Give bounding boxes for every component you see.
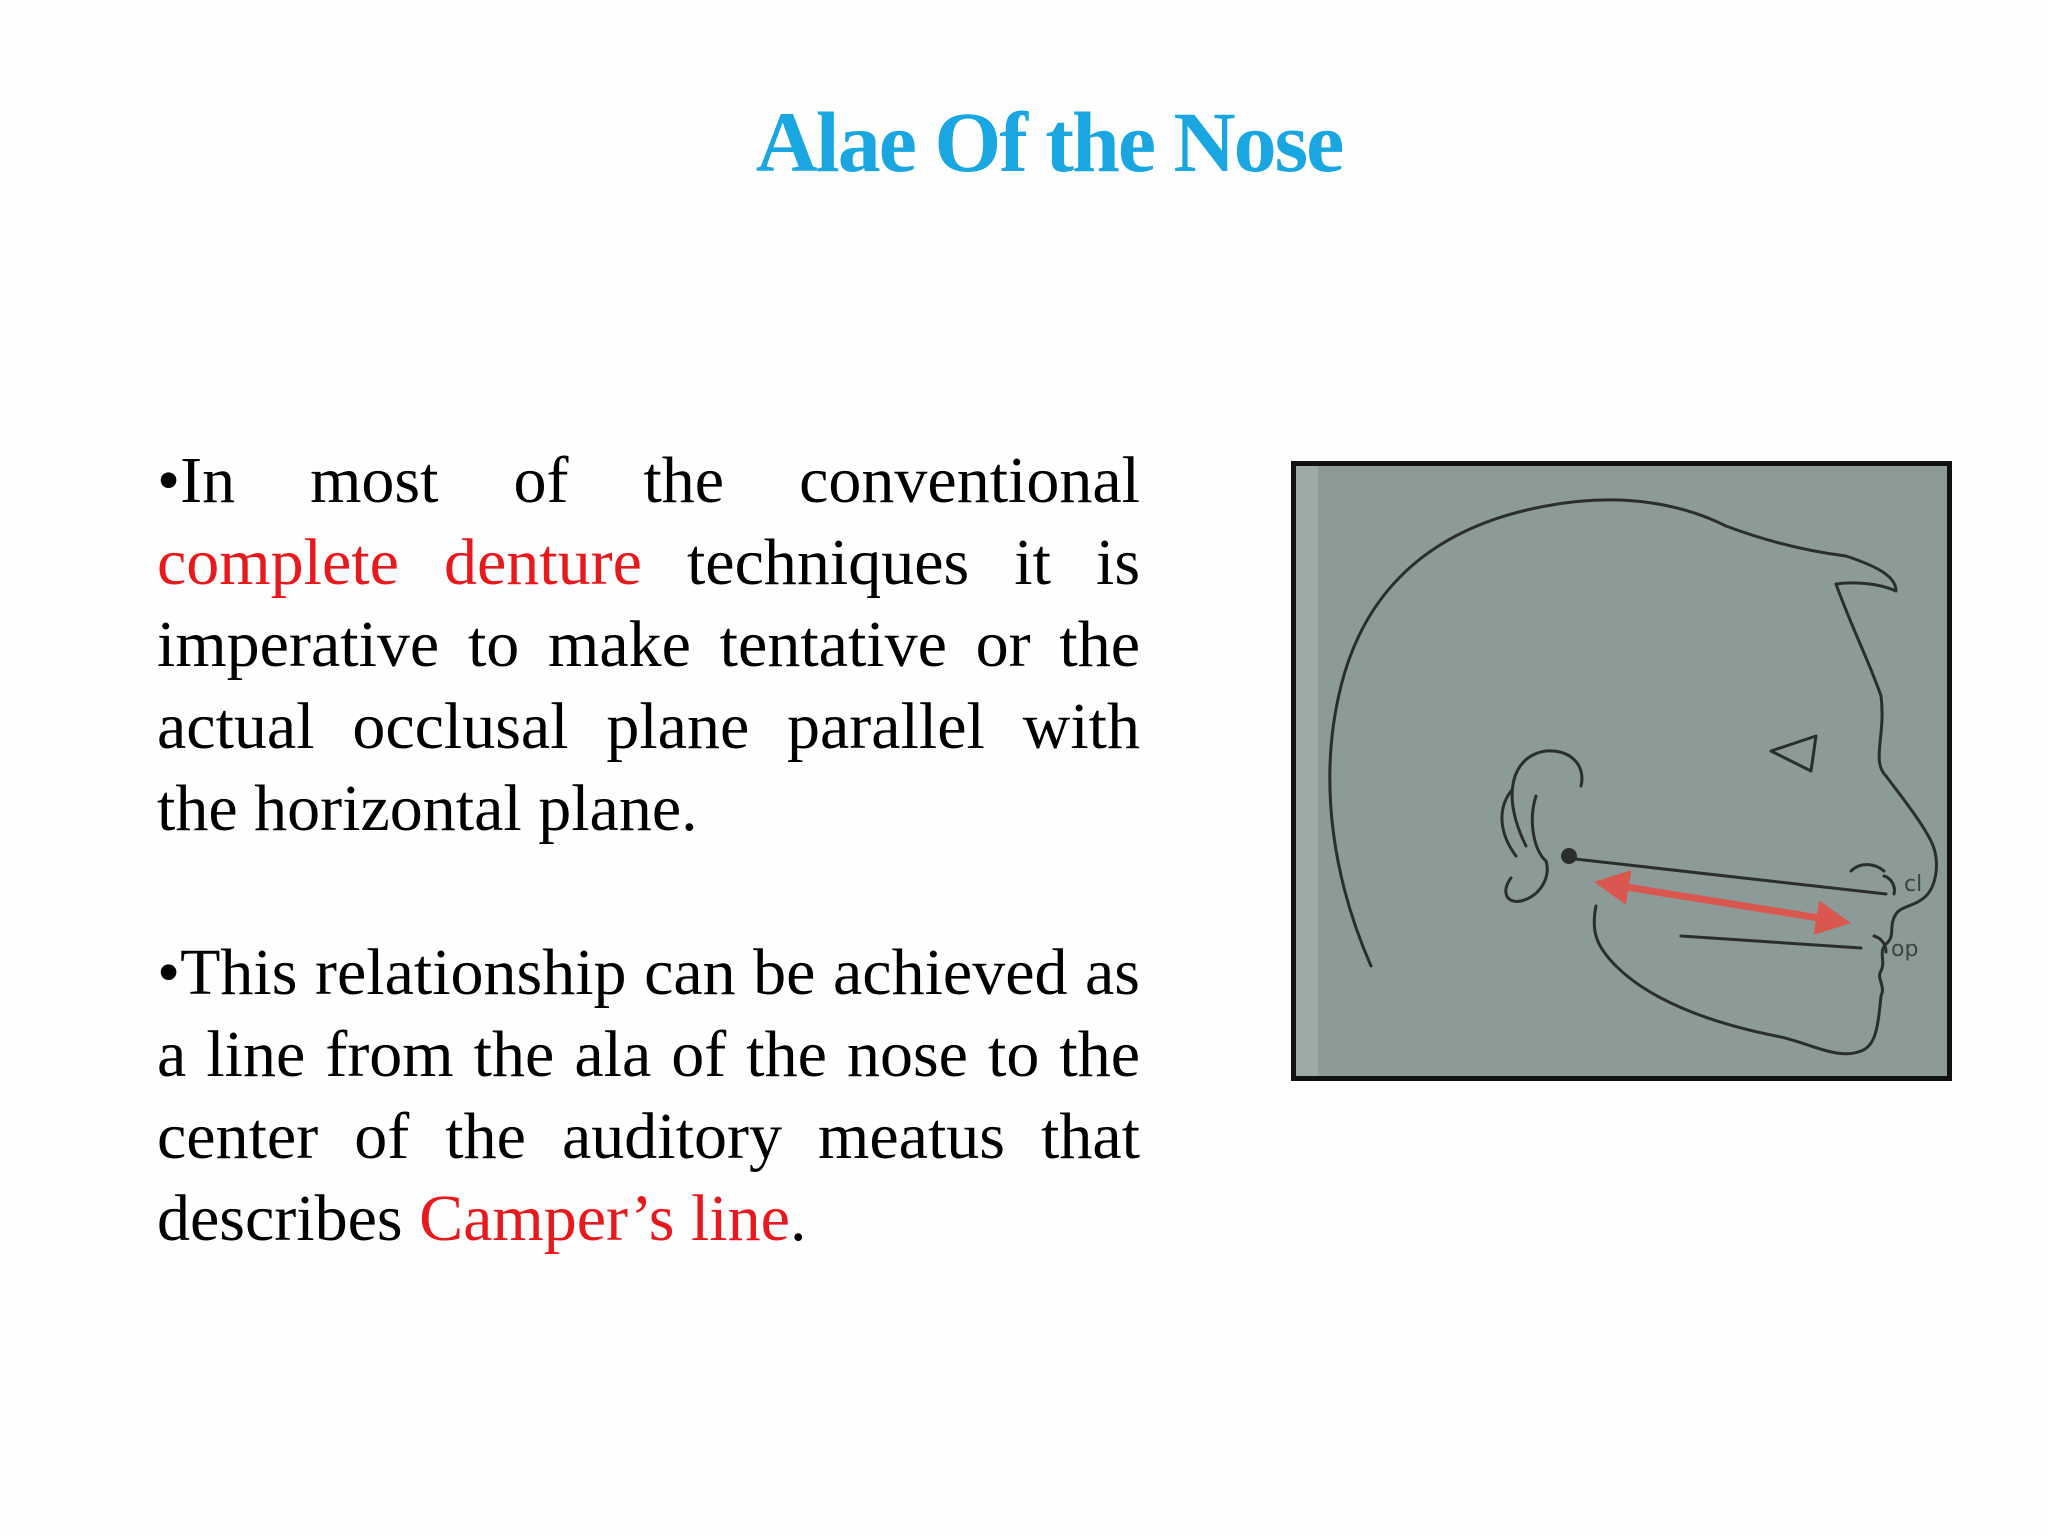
label-cl: cl (1904, 872, 1923, 897)
campers-line-diagram (1291, 461, 1952, 1081)
slide-body (157, 440, 1140, 1260)
paragraph-2-text-end: . (789, 1182, 807, 1255)
ear (1512, 751, 1582, 846)
auditory-meatus-dot (1561, 848, 1577, 864)
eye (1771, 736, 1816, 771)
slide-title: Alae Of the Nose (755, 94, 1343, 190)
occlusal-plane (1681, 936, 1861, 948)
bullet-paragraph-2 (157, 932, 1140, 1260)
campers-line-arrow (1601, 883, 1844, 922)
head-outline (1330, 500, 1846, 966)
bullet-marker: • (157, 444, 181, 517)
nostril (1851, 865, 1884, 871)
bullet-marker: • (157, 936, 181, 1009)
highlight-campers-line: Camper’s line (419, 1182, 790, 1255)
paragraph-2-text: This relationship can be achieved as a line from the ala of the nose to the center of the auditory meatus that describes (157, 936, 1140, 1255)
paragraph-1-text: In most of the conventional (180, 444, 1140, 517)
label-op: op (1891, 937, 1919, 962)
paragraph-1-text-cont: techniques it is imperative to make tentative or the actual occlusal plane parallel with the horizontal plane. (157, 526, 1141, 845)
face-profile (1594, 584, 1936, 1054)
highlight-complete-denture: complete denture (157, 526, 642, 599)
head-profile-sketch (1296, 466, 1947, 1076)
bullet-paragraph-1 (157, 440, 1140, 850)
